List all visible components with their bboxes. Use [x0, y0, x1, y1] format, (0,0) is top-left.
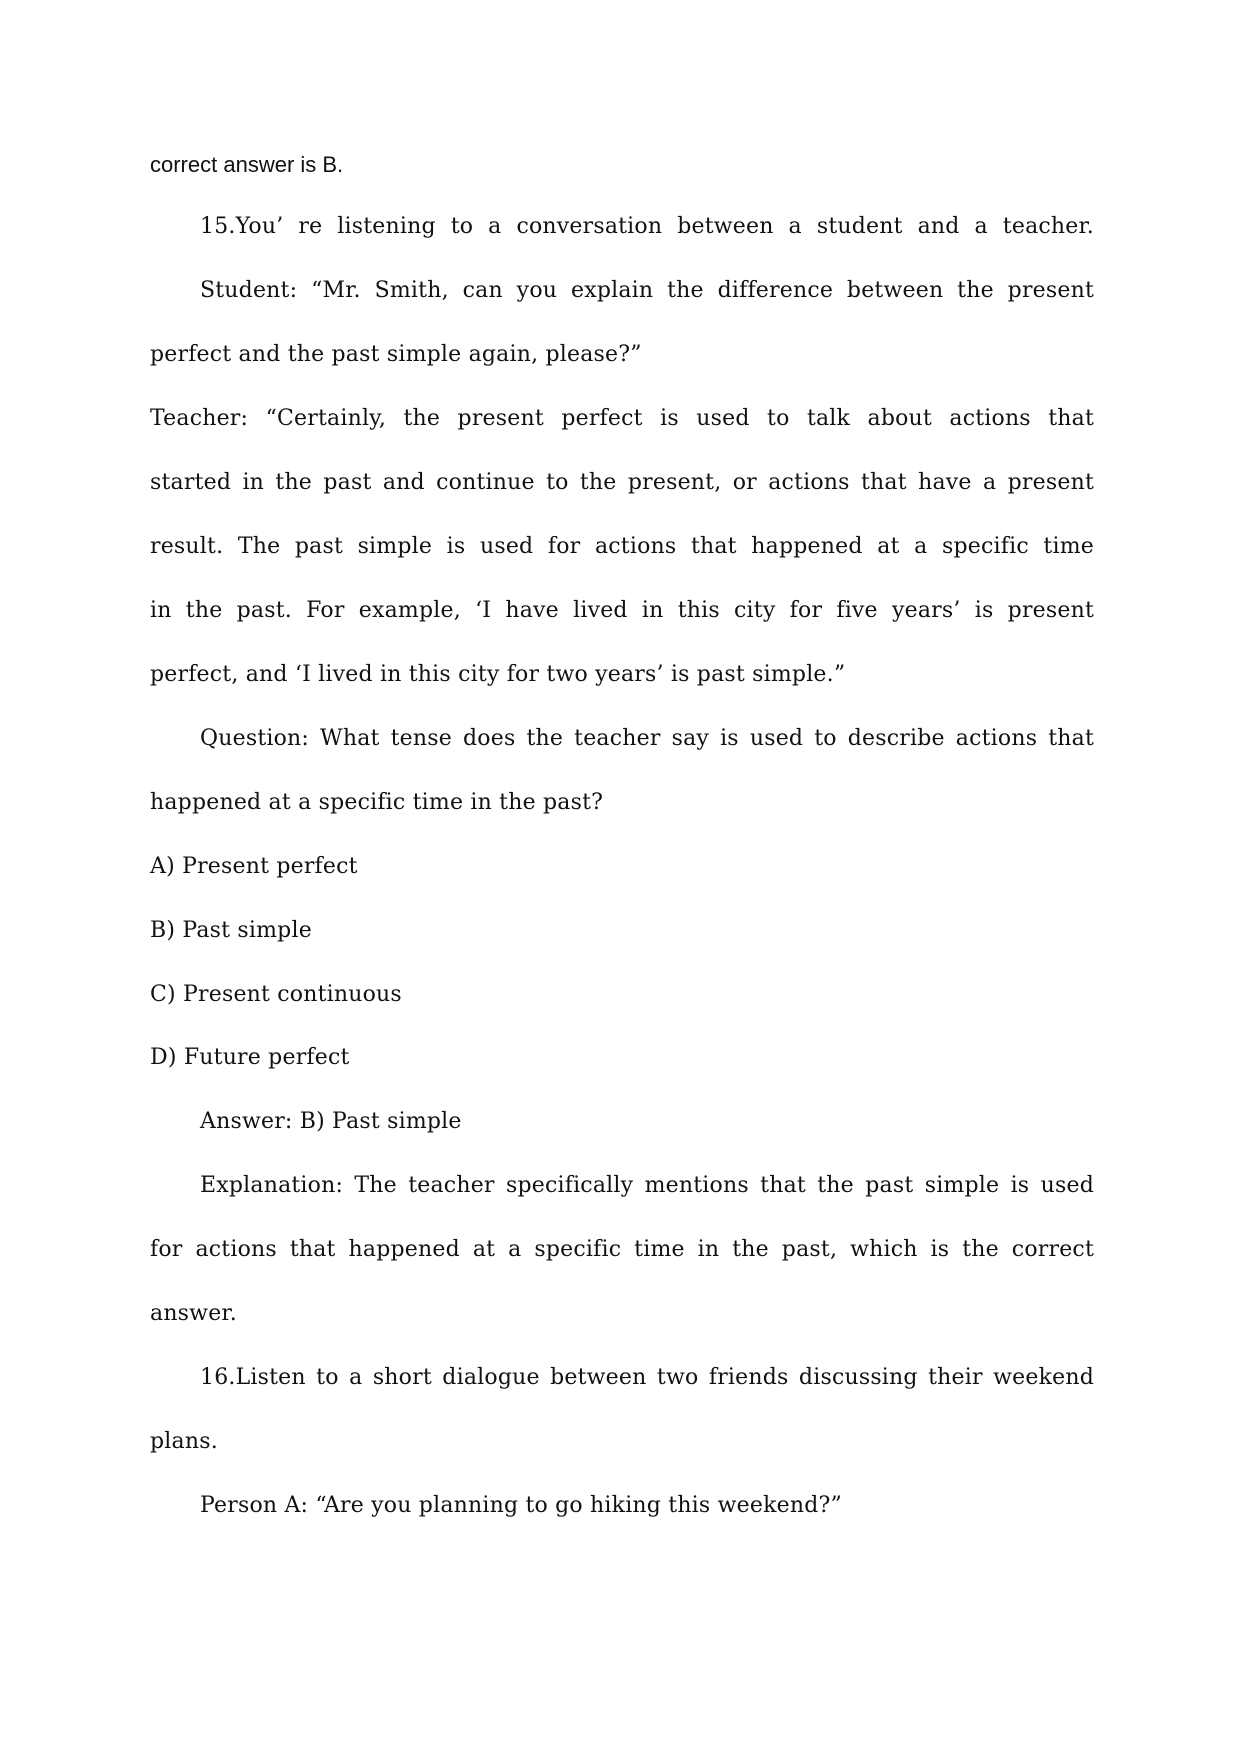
answer-line: Answer: B) Past simple [200, 1109, 462, 1134]
question-16-intro: plans. [150, 1429, 218, 1454]
option-c: C) Present continuous [150, 982, 402, 1007]
person-a-dialogue-line: Person A: “Are you planning to go hiking this weekend?” [200, 1493, 842, 1518]
question-text: Question: What tense does the teacher say is used to describe actions that [200, 726, 1094, 751]
teacher-dialogue-line: Teacher: “Certainly, the present perfect is used to talk about actions that [150, 406, 1094, 431]
student-dialogue-line: Student: “Mr. Smith, can you explain the difference between the present [200, 278, 1094, 303]
explanation-line: for actions that happened at a specific time in the past, which is the correct [150, 1237, 1094, 1262]
question-text: happened at a specific time in the past? [150, 790, 604, 815]
teacher-dialogue-line: perfect, and ‘I lived in this city for two years’ is past simple.” [150, 662, 846, 687]
question-15-intro: 15.You’ re listening to a conversation between a student and a teacher. [200, 214, 1094, 239]
student-dialogue-line: perfect and the past simple again, please?” [150, 342, 642, 367]
teacher-dialogue-line: started in the past and continue to the present, or actions that have a present [150, 470, 1094, 495]
teacher-dialogue-line: result. The past simple is used for actions that happened at a specific time [150, 534, 1094, 559]
option-d: D) Future perfect [150, 1045, 350, 1070]
text-line: correct answer is B. [150, 152, 344, 177]
option-b: B) Past simple [150, 918, 312, 943]
teacher-dialogue-line: in the past. For example, ‘I have lived in this city for five years’ is present [150, 598, 1094, 623]
question-16-intro: 16.Listen to a short dialogue between two friends discussing their weekend [200, 1365, 1094, 1390]
option-a: A) Present perfect [150, 854, 358, 879]
explanation-line: answer. [150, 1301, 237, 1326]
explanation-line: Explanation: The teacher specifically mentions that the past simple is used [200, 1173, 1094, 1198]
